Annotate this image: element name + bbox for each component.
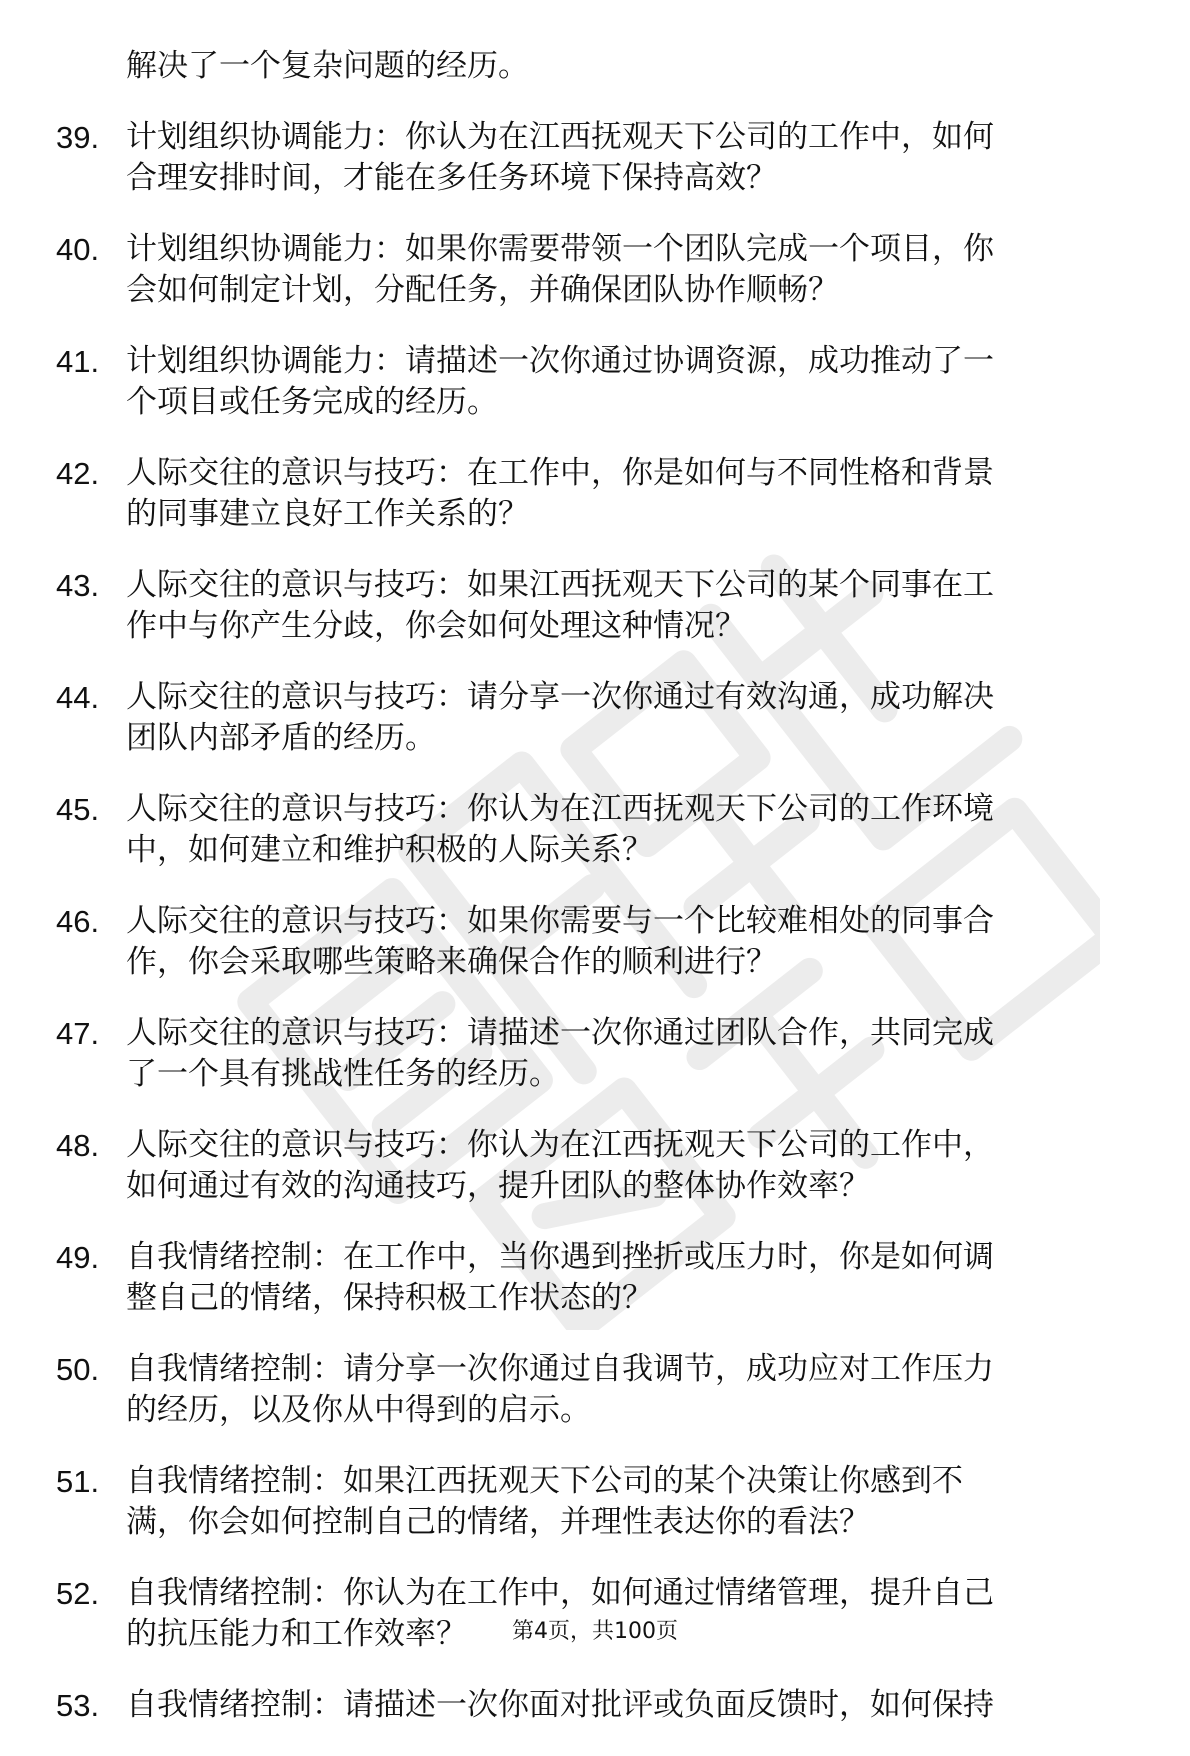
question-text <box>126 229 1126 311</box>
question-line: 自我情绪控制：在工作中，当你遇到挫折或压力时，你是如何调 <box>126 1239 994 1275</box>
question-number: 51. <box>56 1464 100 1499</box>
question-number: 39. <box>56 120 100 155</box>
question-line: 人际交往的意识与技巧：如果江西抚观天下公司的某个同事在工 <box>126 567 994 603</box>
question-number: 52. <box>56 1576 100 1611</box>
question-line: 个项目或任务完成的经历。 <box>126 384 498 420</box>
question-line: 的抗压能力和工作效率？ <box>126 1616 467 1652</box>
question-item <box>56 453 1126 535</box>
question-item <box>56 1685 1126 1726</box>
question-item <box>56 1237 1126 1319</box>
question-line: 会如何制定计划，分配任务，并确保团队协作顺畅？ <box>126 272 839 308</box>
question-item <box>56 1125 1126 1207</box>
question-item <box>56 1349 1126 1431</box>
question-line: 自我情绪控制：请描述一次你面对批评或负面反馈时，如何保持 <box>126 1687 994 1723</box>
question-line: 满，你会如何控制自己的情绪，并理性表达你的看法？ <box>126 1504 870 1540</box>
question-number: 50. <box>56 1352 100 1387</box>
question-line: 作中与你产生分歧，你会如何处理这种情况？ <box>126 608 746 644</box>
question-item <box>56 229 1126 311</box>
question-text <box>126 1013 1126 1095</box>
question-line: 的经历，以及你从中得到的启示。 <box>126 1392 591 1428</box>
question-text <box>126 901 1126 983</box>
question-text <box>126 341 1126 423</box>
question-number: 46. <box>56 904 100 939</box>
question-text <box>126 565 1126 647</box>
question-item <box>56 1013 1126 1095</box>
question-line: 合理安排时间，才能在多任务环境下保持高效？ <box>126 160 777 196</box>
question-item <box>56 117 1126 199</box>
question-number: 53. <box>56 1688 100 1723</box>
question-line: 人际交往的意识与技巧：请描述一次你通过团队合作，共同完成 <box>126 1015 994 1051</box>
question-line: 自我情绪控制：如果江西抚观天下公司的某个决策让你感到不 <box>126 1463 963 1499</box>
question-line: 人际交往的意识与技巧：你认为在江西抚观天下公司的工作中， <box>126 1127 994 1163</box>
question-item <box>56 341 1126 423</box>
question-line: 作，你会采取哪些策略来确保合作的顺利进行？ <box>126 944 777 980</box>
question-line: 了一个具有挑战性任务的经历。 <box>126 1056 560 1092</box>
question-line: 的同事建立良好工作关系的？ <box>126 496 529 532</box>
question-line: 人际交往的意识与技巧：在工作中，你是如何与不同性格和背景 <box>126 455 994 491</box>
question-number: 45. <box>56 792 100 827</box>
question-line: 人际交往的意识与技巧：你认为在江西抚观天下公司的工作环境 <box>126 791 994 827</box>
question-number: 47. <box>56 1016 100 1051</box>
question-line: 自我情绪控制：你认为在工作中，如何通过情绪管理，提升自己 <box>126 1575 994 1611</box>
question-text <box>126 1461 1126 1543</box>
question-line: 人际交往的意识与技巧：请分享一次你通过有效沟通，成功解决 <box>126 679 994 715</box>
question-line: 中，如何建立和维护积极的人际关系？ <box>126 832 653 868</box>
question-item <box>56 789 1126 871</box>
question-text <box>126 1237 1126 1319</box>
question-item <box>56 1461 1126 1543</box>
question-line: 计划组织协调能力：如果你需要带领一个团队完成一个项目，你 <box>126 231 994 267</box>
question-item <box>56 677 1126 759</box>
continuation-text: 解决了一个复杂问题的经历。 <box>126 48 529 84</box>
question-item <box>56 565 1126 647</box>
question-number: 49. <box>56 1240 100 1275</box>
question-text <box>126 789 1126 871</box>
question-line: 人际交往的意识与技巧：如果你需要与一个比较难相处的同事合 <box>126 903 994 939</box>
question-line: 自我情绪控制：请分享一次你通过自我调节，成功应对工作压力 <box>126 1351 994 1387</box>
question-number: 41. <box>56 344 100 379</box>
question-number: 40. <box>56 232 100 267</box>
question-number: 48. <box>56 1128 100 1163</box>
question-number: 43. <box>56 568 100 603</box>
question-line: 计划组织协调能力：请描述一次你通过协调资源，成功推动了一 <box>126 343 994 379</box>
question-line: 整自己的情绪，保持积极工作状态的？ <box>126 1280 653 1316</box>
question-text <box>126 453 1126 535</box>
question-line: 团队内部矛盾的经历。 <box>126 720 436 756</box>
question-text <box>126 1349 1126 1431</box>
question-number: 42. <box>56 456 100 491</box>
question-list <box>56 46 1126 1756</box>
question-text <box>126 117 1126 199</box>
question-item <box>56 901 1126 983</box>
question-line: 如何通过有效的沟通技巧，提升团队的整体协作效率？ <box>126 1168 870 1204</box>
page-footer: 第4页，共100页 <box>512 1619 678 1644</box>
question-text <box>126 1685 1126 1726</box>
question-number: 44. <box>56 680 100 715</box>
question-text <box>126 1125 1126 1207</box>
question-text <box>126 677 1126 759</box>
question-line: 计划组织协调能力：你认为在江西抚观天下公司的工作中，如何 <box>126 119 994 155</box>
